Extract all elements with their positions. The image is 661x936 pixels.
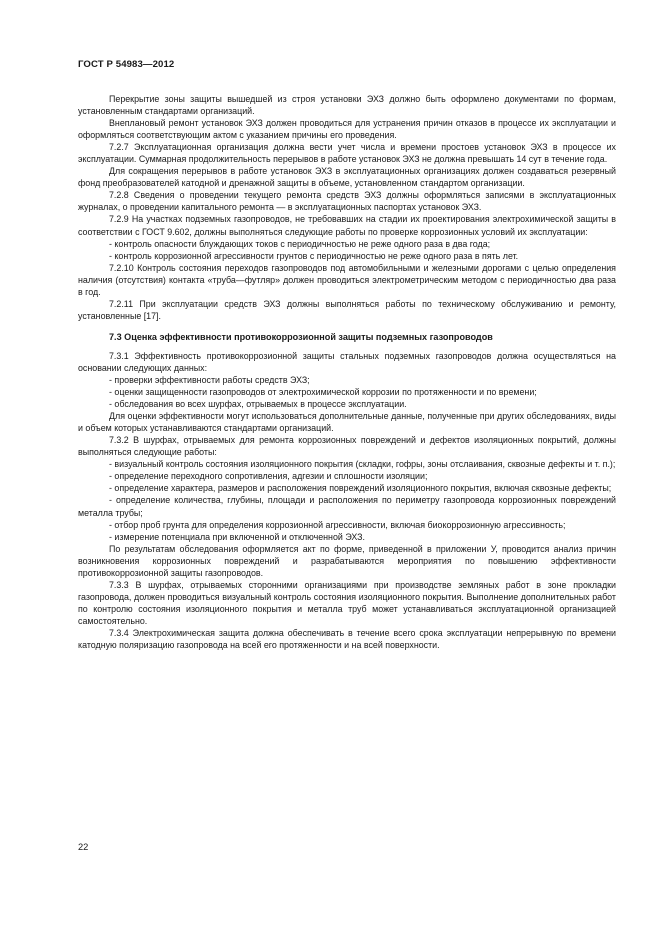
list-item: - проверки эффективности работы средств ЭХЗ; bbox=[109, 374, 310, 385]
list-item: - контроль опасности блуждающих токов с периодичностью не реже одного раза в два года; bbox=[109, 238, 491, 249]
paragraph-7-3-4: 7.3.4 Электрохимическая защита должна обеспечивать в течение всего срока эксплуатации непрерывную по времени катодную поляризацию газопровода на всей его протяженности и на всей поверхности. bbox=[78, 627, 616, 651]
paragraph-7-2-7: 7.2.7 Эксплуатационная организация должна вести учет числа и времени простоев установок ЭХЗ в процессе их эксплуатации. Суммарная продолжительность перерывов в работе установок ЭХЗ не должна превышать 14 сут в течение года. bbox=[78, 142, 616, 165]
document-body bbox=[78, 93, 616, 651]
paragraph-7-3-2: 7.3.2 В шурфах, отрываемых для ремонта коррозионных повреждений и дефектов изоляционных покрытий, должны выполняться следующие работы: bbox=[78, 435, 616, 458]
list-item: - оценки защищенности газопроводов от электрохимической коррозии по протяженности и по времени; bbox=[109, 387, 537, 398]
list-item: - определение количества, глубины, площади и расположения по периметру газопровода коррозионных повреждений металла трубы; bbox=[78, 495, 616, 518]
document-header: ГОСТ Р 54983—2012 bbox=[78, 59, 175, 70]
section-heading-7-3: 7.3 Оценка эффективности противокоррозионной защиты подземных газопроводов bbox=[109, 331, 493, 342]
paragraph: Для оценки эффективности могут использоваться дополнительные данные, полученные при других обследованиях, виды и объем которых устанавливаются стандартами организаций. bbox=[78, 411, 616, 434]
list-item: - определение характера, размеров и расположения повреждений изоляционного покрытия, включая сквозные дефекты; bbox=[109, 483, 612, 494]
paragraph-7-3-3: 7.3.3 В шурфах, отрываемых сторонними организациями при производстве земляных работ в зоне прокладки газопровода, должен проводиться визуальный контроль состояния изоляционного покрытия. Выполнение дополнительных работ по контролю состояния изоляционного покрытия и металла труб может устанавливаться эксплуатационной организацией самостоятельно. bbox=[78, 579, 616, 626]
paragraph: По результатам обследования оформляется акт по форме, приведенной в приложении У, проводится анализ причин возникновения коррозионных повреждений и разрабатываются мероприятия по повышению эффективности противокоррозионной защиты газопроводов. bbox=[78, 543, 616, 578]
paragraph-7-2-11: 7.2.11 При эксплуатации средств ЭХЗ должны выполняться работы по техническому обслуживанию и ремонту, установленные [17]. bbox=[78, 298, 616, 321]
list-item: - контроль коррозионной агрессивности грунтов с периодичностью не реже одного раза в пять лет. bbox=[109, 250, 519, 261]
page-number: 22 bbox=[78, 842, 89, 852]
paragraph: Для сокращения перерывов в работе установок ЭХЗ в эксплуатационных организациях должен создаваться резервный фонд преобразователей катодной и дренажной защиты в объеме, установленном стандартом организации. bbox=[78, 166, 616, 189]
paragraph: Перекрытие зоны защиты вышедшей из строя установки ЭХЗ должно быть оформлено документами по формам, установленным стандартами организаций. bbox=[78, 94, 616, 117]
list-item: - отбор проб грунта для определения коррозионной агрессивности, включая биокоррозионную агрессивность; bbox=[109, 519, 566, 530]
paragraph-7-3-1: 7.3.1 Эффективность противокоррозионной защиты стальных подземных газопроводов должна осуществляться на основании следующих данных: bbox=[78, 350, 616, 373]
paragraph: Внеплановый ремонт установок ЭХЗ должен проводиться для устранения причин отказов в процессе их эксплуатации и оформляться соответствующим актом с указанием причины его проведения. bbox=[78, 118, 616, 141]
paragraph-7-2-8: 7.2.8 Сведения о проведении текущего ремонта средств ЭХЗ должны оформляться записями в эксплуатационных журналах, о проведении капитального ремонта — в эксплуатационных паспортах установок ЭХЗ. bbox=[78, 190, 616, 213]
paragraph-7-2-10: 7.2.10 Контроль состояния переходов газопроводов под автомобильными и железными дорогами с целью определения наличия (отсутствия) контакта «труба—футляр» должен проводиться электрометрическим методом с периодичностью два раза в год. bbox=[78, 262, 616, 297]
list-item: - обследования во всех шурфах, отрываемых в процессе эксплуатации. bbox=[109, 399, 407, 410]
paragraph-7-2-9: 7.2.9 На участках подземных газопроводов, не требовавших на стадии их проектирования электрохимической защиты в соответствии с ГОСТ 9.602, должны выполняться следующие работы по проверке коррозионных условий их эксплуатации: bbox=[78, 214, 616, 237]
list-item: - определение переходного сопротивления, адгезии и сплошности изоляции; bbox=[109, 471, 428, 482]
list-item: - измерение потенциала при включенной и отключенной ЭХЗ. bbox=[109, 531, 365, 542]
list-item: - визуальный контроль состояния изоляционного покрытия (складки, гофры, зоны отслаивания, сквозные дефекты и т. п.); bbox=[109, 459, 616, 470]
